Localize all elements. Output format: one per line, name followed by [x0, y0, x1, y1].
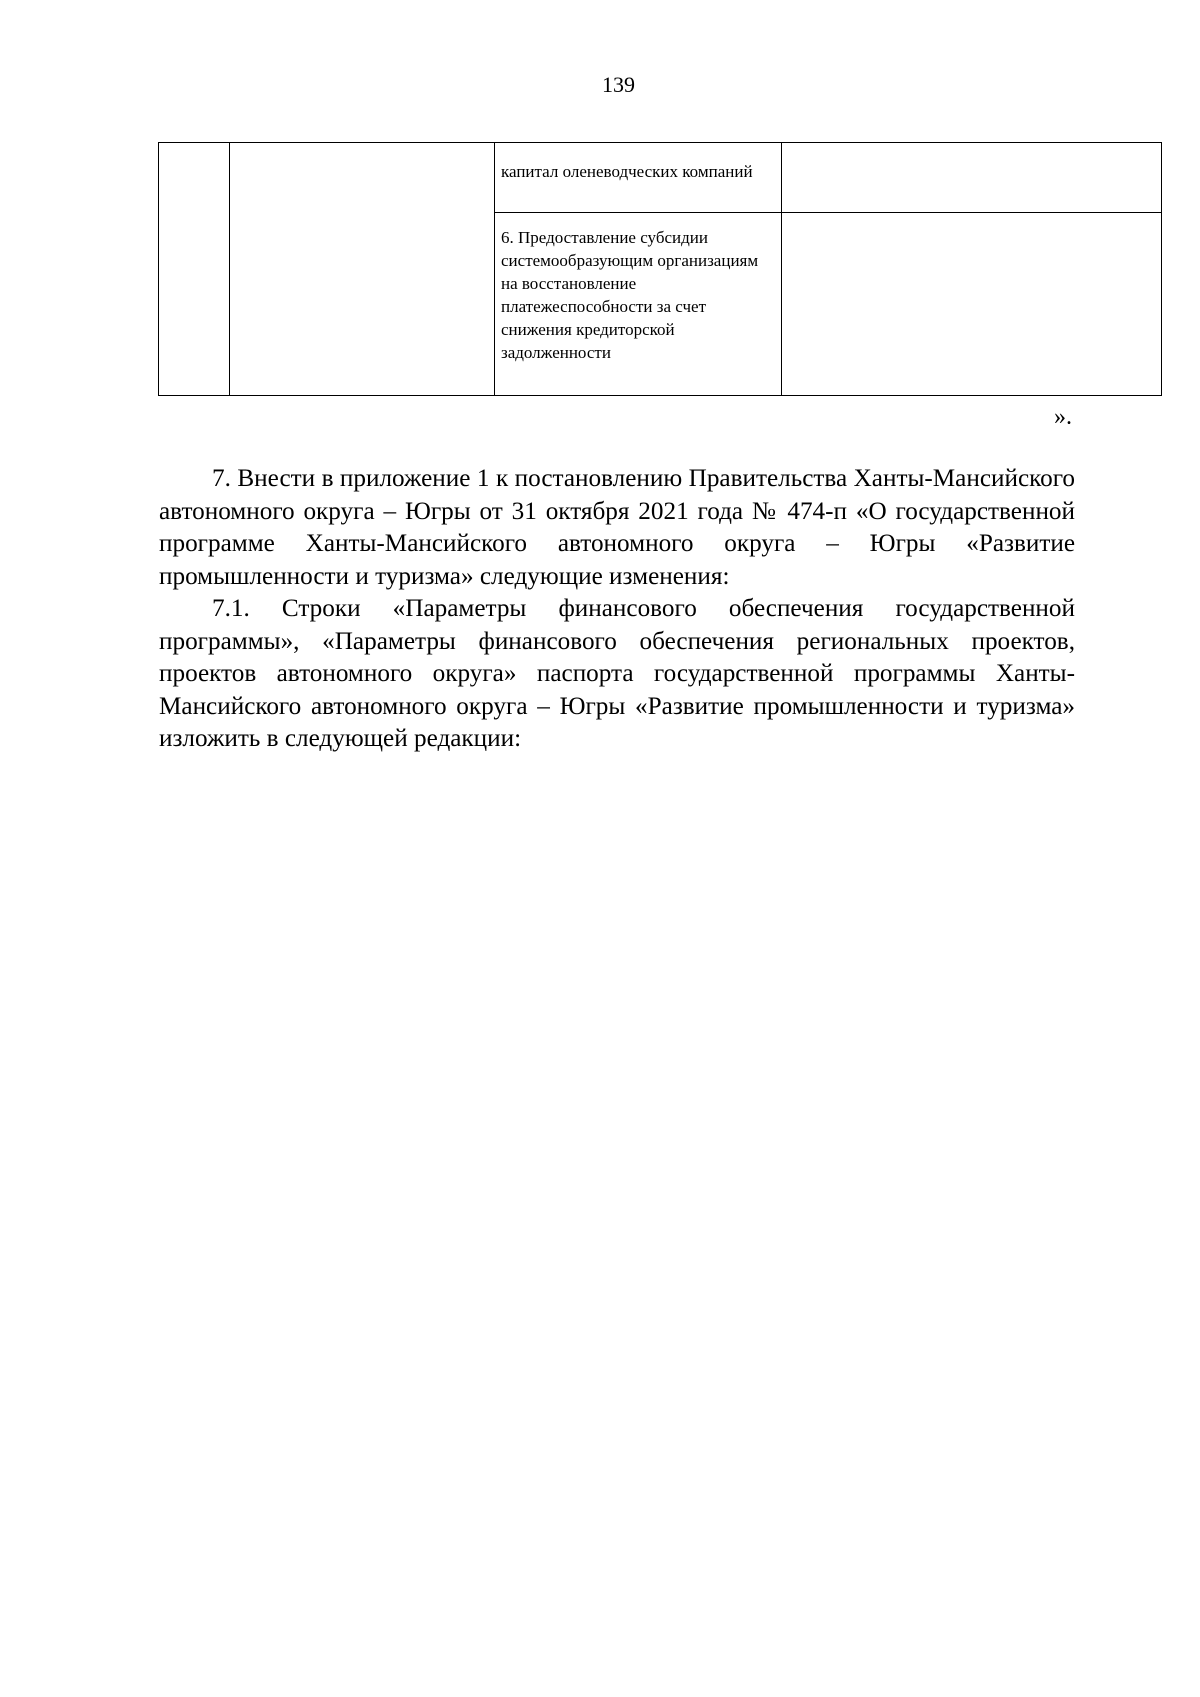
measure-text: 6. Предоставление субсидии системообразующим организациям на восстановление платежеспособности за счет снижения кредиторской задолженности: [501, 228, 759, 362]
paragraph-7: 7. Внести в приложение 1 к постановлению Правительства Ханты-Мансийского автономного округа – Югры от 31 октября 2021 года № 474-п «О государственной программе Ханты-Мансийского автономного округа – Югры «Развитие промышленности и туризма» следующие изменения:: [159, 465, 1075, 590]
body-text: [159, 463, 1075, 756]
closing-quote: ».: [1054, 404, 1072, 430]
table-row: [159, 143, 1162, 213]
paragraph-7-1: 7.1. Строки «Параметры финансового обеспечения государственной программы», «Параметры финансового обеспечения региональных проектов, проектов автономного округа» паспорта государственной программы Ханты-Мансийского автономного округа – Югры «Развитие промышленности и туризма» изложить в следующей редакции:: [159, 595, 1075, 752]
measure-text: капитал оленеводческих компаний: [501, 162, 753, 181]
table-cell-name: [230, 143, 495, 396]
table-cell-extra: [782, 143, 1162, 213]
table-cell-measure: [495, 213, 782, 396]
page-number: 139: [602, 72, 635, 97]
table-cell-number: [159, 143, 230, 396]
table-cell-measure: [495, 143, 782, 213]
continuation-table: [158, 142, 1162, 396]
table-cell-extra: [782, 213, 1162, 396]
